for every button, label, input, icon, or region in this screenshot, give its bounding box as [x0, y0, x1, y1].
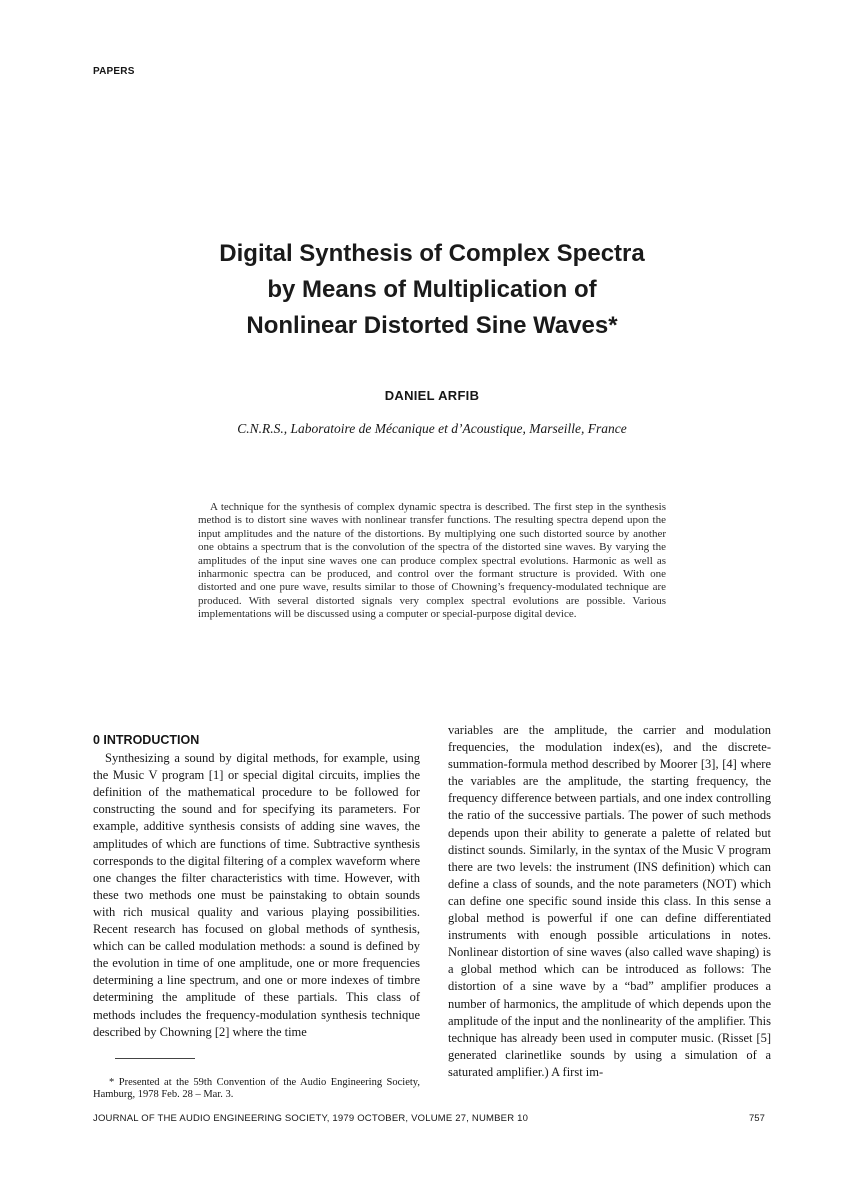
paper-title	[150, 236, 714, 344]
abstract: A technique for the synthesis of complex dynamic spectra is described. The first step in the synthesis method is to distort sine waves with nonlinear transfer functions. The resulting spectra depend upon the input amplitudes and the nature of the distortions. By multiplying one such distorted source by another one obtains a spectrum that is the convolution of the spectra of the distorted sine waves. By varying the amplitudes of the input sine waves one can produce complex spectral evolutions. Harmonic as well as inharmonic spectra can be produced, and control over the formant structure is provided. With one distorted and one pure wave, results similar to those of Chowning’s frequency-modulated technique are produced. With several distorted signals very complex spectral evolutions are possible. Various implementations will be discussed using a computer or special-purpose digital device.	[198, 501, 666, 621]
title-line-2: by Means of Multiplication of	[267, 276, 597, 303]
introduction-paragraph-right: variables are the amplitude, the carrier and modulation frequencies, the modulation index(es), and the discrete-summation-formula method described by Moorer [3], [4] where the variables are the amplitude, the starting frequency, the frequency difference between partials, and one index controlling the ratio of the successive partials. The power of such methods depends upon their ability to generate a palette of related but distinct sounds. Similarly, in the syntax of the Music V program there are two levels: the instrument (INS definition) which can define a class of sounds, and the note parameters (NOT) which can define one specific sound inside this class. In this sense a global method is powerful if one can define differentiated instruments with enough possible articulations in notes. Nonlinear distortion of sine waves (also called wave shaping) is a global method which can be introduced as follows: The distortion of a sine wave by a “bad” amplifier produces a number of harmonics, the amplitude of which depends upon the amplitude of the input and the nonlinearity of the amplifier. This technique has already been used in computer music. (Risset [5] generated clarinetlike sounds by using a simulation of a saturated amplifier.) A first im-	[448, 723, 771, 1079]
section-tag: PAPERS	[93, 66, 135, 77]
section-heading-introduction: 0 INTRODUCTION	[93, 733, 200, 747]
page-number: 757	[749, 1113, 765, 1124]
right-column	[448, 722, 771, 1081]
journal-footer: JOURNAL OF THE AUDIO ENGINEERING SOCIETY, 1979 OCTOBER, VOLUME 27, NUMBER 10	[93, 1113, 529, 1124]
title-line-3: Nonlinear Distorted Sine Waves*	[246, 312, 618, 339]
title-line-1: Digital Synthesis of Complex Spectra	[219, 240, 645, 267]
author-affiliation: C.N.R.S., Laboratoire de Mécanique et d’Acoustique, Marseille, France	[237, 421, 627, 436]
footnote-rule	[115, 1058, 195, 1059]
author-name: DANIEL ARFIB	[384, 388, 480, 403]
left-column	[93, 732, 420, 1041]
introduction-paragraph-left: Synthesizing a sound by digital methods, for example, using the Music V program [1] or special digital circuits, implies the definition of the mathematical procedure to be followed for constructing the sound and for specifying its parameters. For example, additive synthesis consists of adding sine waves, the amplitudes of which are functions of time. Subtractive synthesis corresponds to the digital filtering of a complex waveform where one changes the filter characteristics with time. However, with these two methods one must be painstaking to obtain sounds with rich musical quality and various playing possibilities. Recent research has focused on global methods of synthesis, which can be called modulation methods: a sound is defined by the evolution in time of one amplitude, one or more frequencies determining a line spectrum, and one or more indexes of timbre determining the amplitude of these partials. This class of methods includes the frequency-modulation synthesis technique described by Chowning [2] where the time	[93, 751, 420, 1039]
footnote: * Presented at the 59th Convention of the Audio Engineering Society, Hamburg, 1978 Feb. 28 – Mar. 3.	[93, 1076, 420, 1101]
